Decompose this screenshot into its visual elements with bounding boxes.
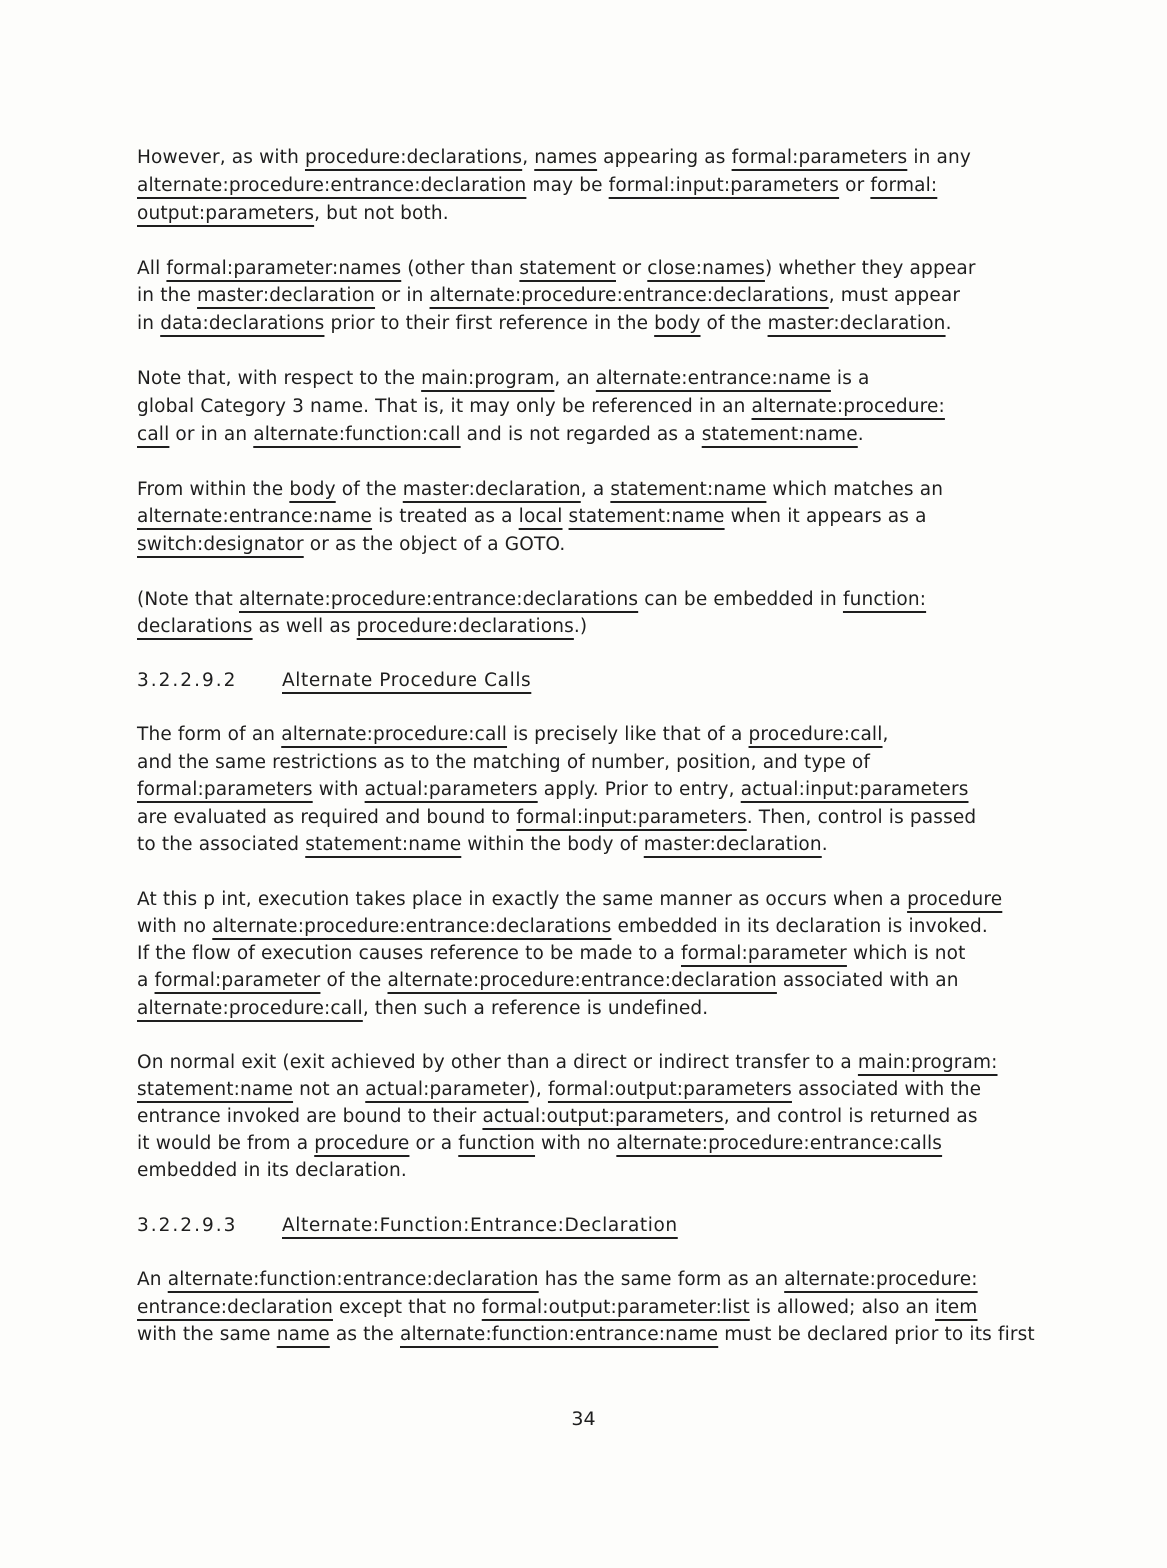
underlined-term: declarations bbox=[137, 616, 253, 637]
underlined-term: alternate:function:call bbox=[253, 424, 461, 445]
text-run: in the bbox=[137, 285, 198, 306]
underlined-term: alternate:procedure:entrance:declaration bbox=[137, 175, 527, 196]
page-number: 34 bbox=[571, 1408, 596, 1430]
text-run: The form of an bbox=[137, 724, 282, 745]
text-run: prior to their first reference in the bbox=[324, 313, 655, 334]
underlined-term: procedure bbox=[314, 1133, 410, 1154]
text-run: , an bbox=[554, 368, 596, 389]
underlined-term: statement:name bbox=[568, 506, 725, 527]
text-run: However, as with bbox=[137, 147, 305, 168]
text-run: of the bbox=[320, 970, 388, 991]
text-run: it would be from a bbox=[137, 1133, 315, 1154]
text-run: or a bbox=[409, 1133, 459, 1154]
underlined-term: entrance:declaration bbox=[137, 1297, 333, 1318]
underlined-term: close:names bbox=[647, 258, 765, 279]
underlined-term: main:program: bbox=[857, 1052, 998, 1073]
underlined-term: master:declaration bbox=[767, 313, 946, 334]
underlined-term: formal:parameters bbox=[137, 779, 313, 800]
underlined-term: alternate:procedure:entrance:declarations bbox=[212, 916, 612, 937]
text-run: of the bbox=[700, 313, 768, 334]
section-number: 3.2.2.9.2 bbox=[137, 670, 238, 691]
text-run: apply. Prior to entry, bbox=[537, 779, 741, 800]
text-run: with the same bbox=[137, 1324, 277, 1345]
underlined-term: alternate:procedure:entrance:declaration bbox=[387, 970, 777, 991]
text-run: An bbox=[137, 1269, 168, 1290]
underlined-term: alternate:procedure:entrance:declarations bbox=[239, 589, 639, 610]
text-run: appearing as bbox=[597, 147, 732, 168]
text-line bbox=[137, 805, 976, 831]
text-line bbox=[137, 366, 870, 392]
text-run: may be bbox=[526, 175, 609, 196]
underlined-term: alternate:entrance:name bbox=[595, 368, 831, 389]
text-run: , a bbox=[580, 479, 611, 500]
underlined-term: statement:name bbox=[610, 479, 767, 500]
underlined-term: procedure:declarations bbox=[304, 147, 523, 168]
underlined-term: procedure:declarations bbox=[356, 616, 574, 637]
text-run: in bbox=[137, 313, 161, 334]
underlined-term: formal:parameter bbox=[681, 943, 847, 964]
text-line bbox=[137, 1267, 978, 1293]
underlined-term: local bbox=[518, 506, 563, 527]
text-run: (other than bbox=[401, 258, 520, 279]
text-line bbox=[137, 504, 927, 530]
underlined-term: master:declaration bbox=[197, 285, 376, 306]
underlined-term: body bbox=[289, 479, 336, 500]
text-run: and the same restrictions as to the matching of number, position, and type of bbox=[137, 752, 871, 773]
text-line bbox=[137, 614, 587, 640]
text-run: as the bbox=[329, 1324, 400, 1345]
text-run: . bbox=[945, 313, 952, 334]
text-line bbox=[137, 1322, 1035, 1348]
text-line bbox=[137, 311, 952, 337]
underlined-term: names bbox=[534, 147, 598, 168]
text-run: ) whether they appear bbox=[764, 258, 976, 279]
underlined-term: body bbox=[654, 313, 701, 334]
underlined-term: item bbox=[935, 1297, 978, 1318]
underlined-term: actual:parameter bbox=[365, 1079, 529, 1100]
underlined-term: alternate:procedure:entrance:declarations bbox=[429, 285, 829, 306]
text-run: embedded in its declaration is invoked. bbox=[611, 916, 988, 937]
text-run: . bbox=[857, 424, 864, 445]
underlined-term: alternate:procedure: bbox=[751, 396, 945, 417]
underlined-term: alternate:entrance:name bbox=[137, 506, 373, 527]
underlined-term: formal:input:parameters bbox=[516, 807, 747, 828]
text-line bbox=[137, 173, 937, 199]
underlined-term: actual:output:parameters bbox=[482, 1106, 724, 1127]
text-run: is treated as a bbox=[372, 506, 519, 527]
text-run: or bbox=[616, 258, 648, 279]
text-run: a bbox=[137, 970, 155, 991]
underlined-term: statement:name bbox=[701, 424, 858, 445]
text-run: not an bbox=[293, 1079, 366, 1100]
section-heading bbox=[137, 1213, 678, 1239]
underlined-term: formal:parameter bbox=[154, 970, 321, 991]
text-line bbox=[137, 941, 965, 967]
text-run: which is not bbox=[846, 943, 966, 964]
text-line bbox=[137, 1158, 407, 1184]
text-line bbox=[137, 722, 889, 748]
text-run: is precisely like that of a bbox=[507, 724, 749, 745]
underlined-term: name bbox=[276, 1324, 330, 1345]
section-title: Alternate Procedure Calls bbox=[282, 670, 532, 691]
underlined-term: statement bbox=[519, 258, 616, 279]
underlined-term: alternate:procedure: bbox=[784, 1269, 978, 1290]
text-line bbox=[137, 145, 971, 171]
text-run: in any bbox=[907, 147, 971, 168]
underlined-term: formal:output:parameter:list bbox=[481, 1297, 750, 1318]
text-line bbox=[137, 283, 960, 309]
underlined-term: actual:input:parameters bbox=[740, 779, 969, 800]
underlined-term: actual:parameters bbox=[364, 779, 538, 800]
text-run: , bbox=[882, 724, 889, 745]
text-line bbox=[137, 750, 870, 776]
text-line bbox=[137, 968, 959, 994]
text-run: with bbox=[312, 779, 365, 800]
section-title: Alternate:Function:Entrance:Declaration bbox=[282, 1215, 678, 1236]
text-run: , but not both. bbox=[314, 203, 449, 224]
text-line bbox=[137, 1131, 942, 1157]
text-run: is a bbox=[830, 368, 870, 389]
text-run: with no bbox=[137, 916, 213, 937]
underlined-term: main:program bbox=[421, 368, 555, 389]
underlined-term: output:parameters bbox=[137, 203, 315, 224]
text-line bbox=[137, 394, 945, 420]
text-run: (Note that bbox=[137, 589, 239, 610]
text-run: must be declared prior to its first bbox=[718, 1324, 1035, 1345]
underlined-term: call bbox=[137, 424, 170, 445]
text-line bbox=[137, 256, 976, 282]
text-run: ), bbox=[528, 1079, 548, 1100]
text-line bbox=[137, 887, 1002, 913]
text-line bbox=[137, 201, 449, 227]
text-run: as well as bbox=[252, 616, 357, 637]
text-run: except that no bbox=[332, 1297, 482, 1318]
text-run: or in bbox=[375, 285, 430, 306]
text-line bbox=[137, 1295, 977, 1321]
underlined-term: formal: bbox=[870, 175, 938, 196]
text-run: when it appears as a bbox=[724, 506, 927, 527]
text-run: global Category 3 name. That is, it may only be referenced in an bbox=[137, 396, 752, 417]
text-run: or bbox=[839, 175, 871, 196]
text-run: has the same form as an bbox=[538, 1269, 785, 1290]
underlined-term: statement:name bbox=[137, 1079, 294, 1100]
text-run: are evaluated as required and bound to bbox=[137, 807, 517, 828]
text-run: embedded in its declaration. bbox=[137, 1160, 407, 1181]
text-line bbox=[137, 996, 708, 1022]
text-run: , and control is returned as bbox=[723, 1106, 978, 1127]
underlined-term: function bbox=[458, 1133, 536, 1154]
underlined-term: alternate:procedure:entrance:calls bbox=[616, 1133, 943, 1154]
underlined-term: formal:output:parameters bbox=[547, 1079, 792, 1100]
underlined-term: statement:name bbox=[305, 834, 462, 855]
text-line bbox=[137, 1104, 978, 1130]
underlined-term: alternate:procedure:call bbox=[281, 724, 508, 745]
underlined-term: procedure:call bbox=[748, 724, 883, 745]
text-line bbox=[137, 532, 565, 558]
text-run: All bbox=[137, 258, 167, 279]
text-run: of the bbox=[335, 479, 403, 500]
underlined-term: function: bbox=[842, 589, 927, 610]
text-run: At this p int, execution takes place in exactly the same manner as occurs when a bbox=[137, 889, 908, 910]
text-run: , bbox=[522, 147, 535, 168]
text-line bbox=[137, 832, 828, 858]
underlined-term: formal:parameter:names bbox=[166, 258, 402, 279]
text-line bbox=[137, 587, 926, 613]
text-run: can be embedded in bbox=[638, 589, 843, 610]
underlined-term: master:declaration bbox=[643, 834, 822, 855]
section-heading bbox=[137, 668, 531, 694]
text-run: and is not regarded as a bbox=[460, 424, 702, 445]
text-run: From within the bbox=[137, 479, 290, 500]
text-run: to the associated bbox=[137, 834, 306, 855]
text-run: within the body of bbox=[461, 834, 644, 855]
text-run: or as the object of a GOTO. bbox=[303, 534, 566, 555]
text-line bbox=[137, 422, 864, 448]
text-run: .) bbox=[573, 616, 588, 637]
text-run: with no bbox=[535, 1133, 617, 1154]
text-line bbox=[137, 1077, 981, 1103]
text-run: which matches an bbox=[766, 479, 944, 500]
text-line bbox=[137, 777, 969, 803]
text-line bbox=[137, 477, 943, 503]
text-run: associated with an bbox=[776, 970, 959, 991]
text-run: entrance invoked are bound to their bbox=[137, 1106, 483, 1127]
text-run: , then such a reference is undefined. bbox=[362, 998, 709, 1019]
text-run: associated with the bbox=[791, 1079, 982, 1100]
text-run: On normal exit (exit achieved by other than a direct or indirect transfer to a bbox=[137, 1052, 858, 1073]
underlined-term: switch:designator bbox=[137, 534, 304, 555]
text-run: or in an bbox=[169, 424, 254, 445]
text-run: . Then, control is passed bbox=[746, 807, 977, 828]
underlined-term: alternate:procedure:call bbox=[137, 998, 363, 1019]
underlined-term: procedure bbox=[907, 889, 1003, 910]
text-run: Note that, with respect to the bbox=[137, 368, 422, 389]
text-line bbox=[137, 1050, 998, 1076]
section-number: 3.2.2.9.3 bbox=[137, 1215, 238, 1236]
underlined-term: data:declarations bbox=[160, 313, 325, 334]
text-run: If the flow of execution causes reference to be made to a bbox=[137, 943, 681, 964]
text-run: . bbox=[821, 834, 828, 855]
underlined-term: master:declaration bbox=[402, 479, 581, 500]
text-line bbox=[137, 914, 988, 940]
text-run: , must appear bbox=[828, 285, 961, 306]
underlined-term: alternate:function:entrance:name bbox=[400, 1324, 719, 1345]
underlined-term: formal:input:parameters bbox=[608, 175, 840, 196]
underlined-term: alternate:function:entrance:declaration bbox=[167, 1269, 539, 1290]
text-run: is allowed; also an bbox=[749, 1297, 936, 1318]
underlined-term: formal:parameters bbox=[731, 147, 908, 168]
